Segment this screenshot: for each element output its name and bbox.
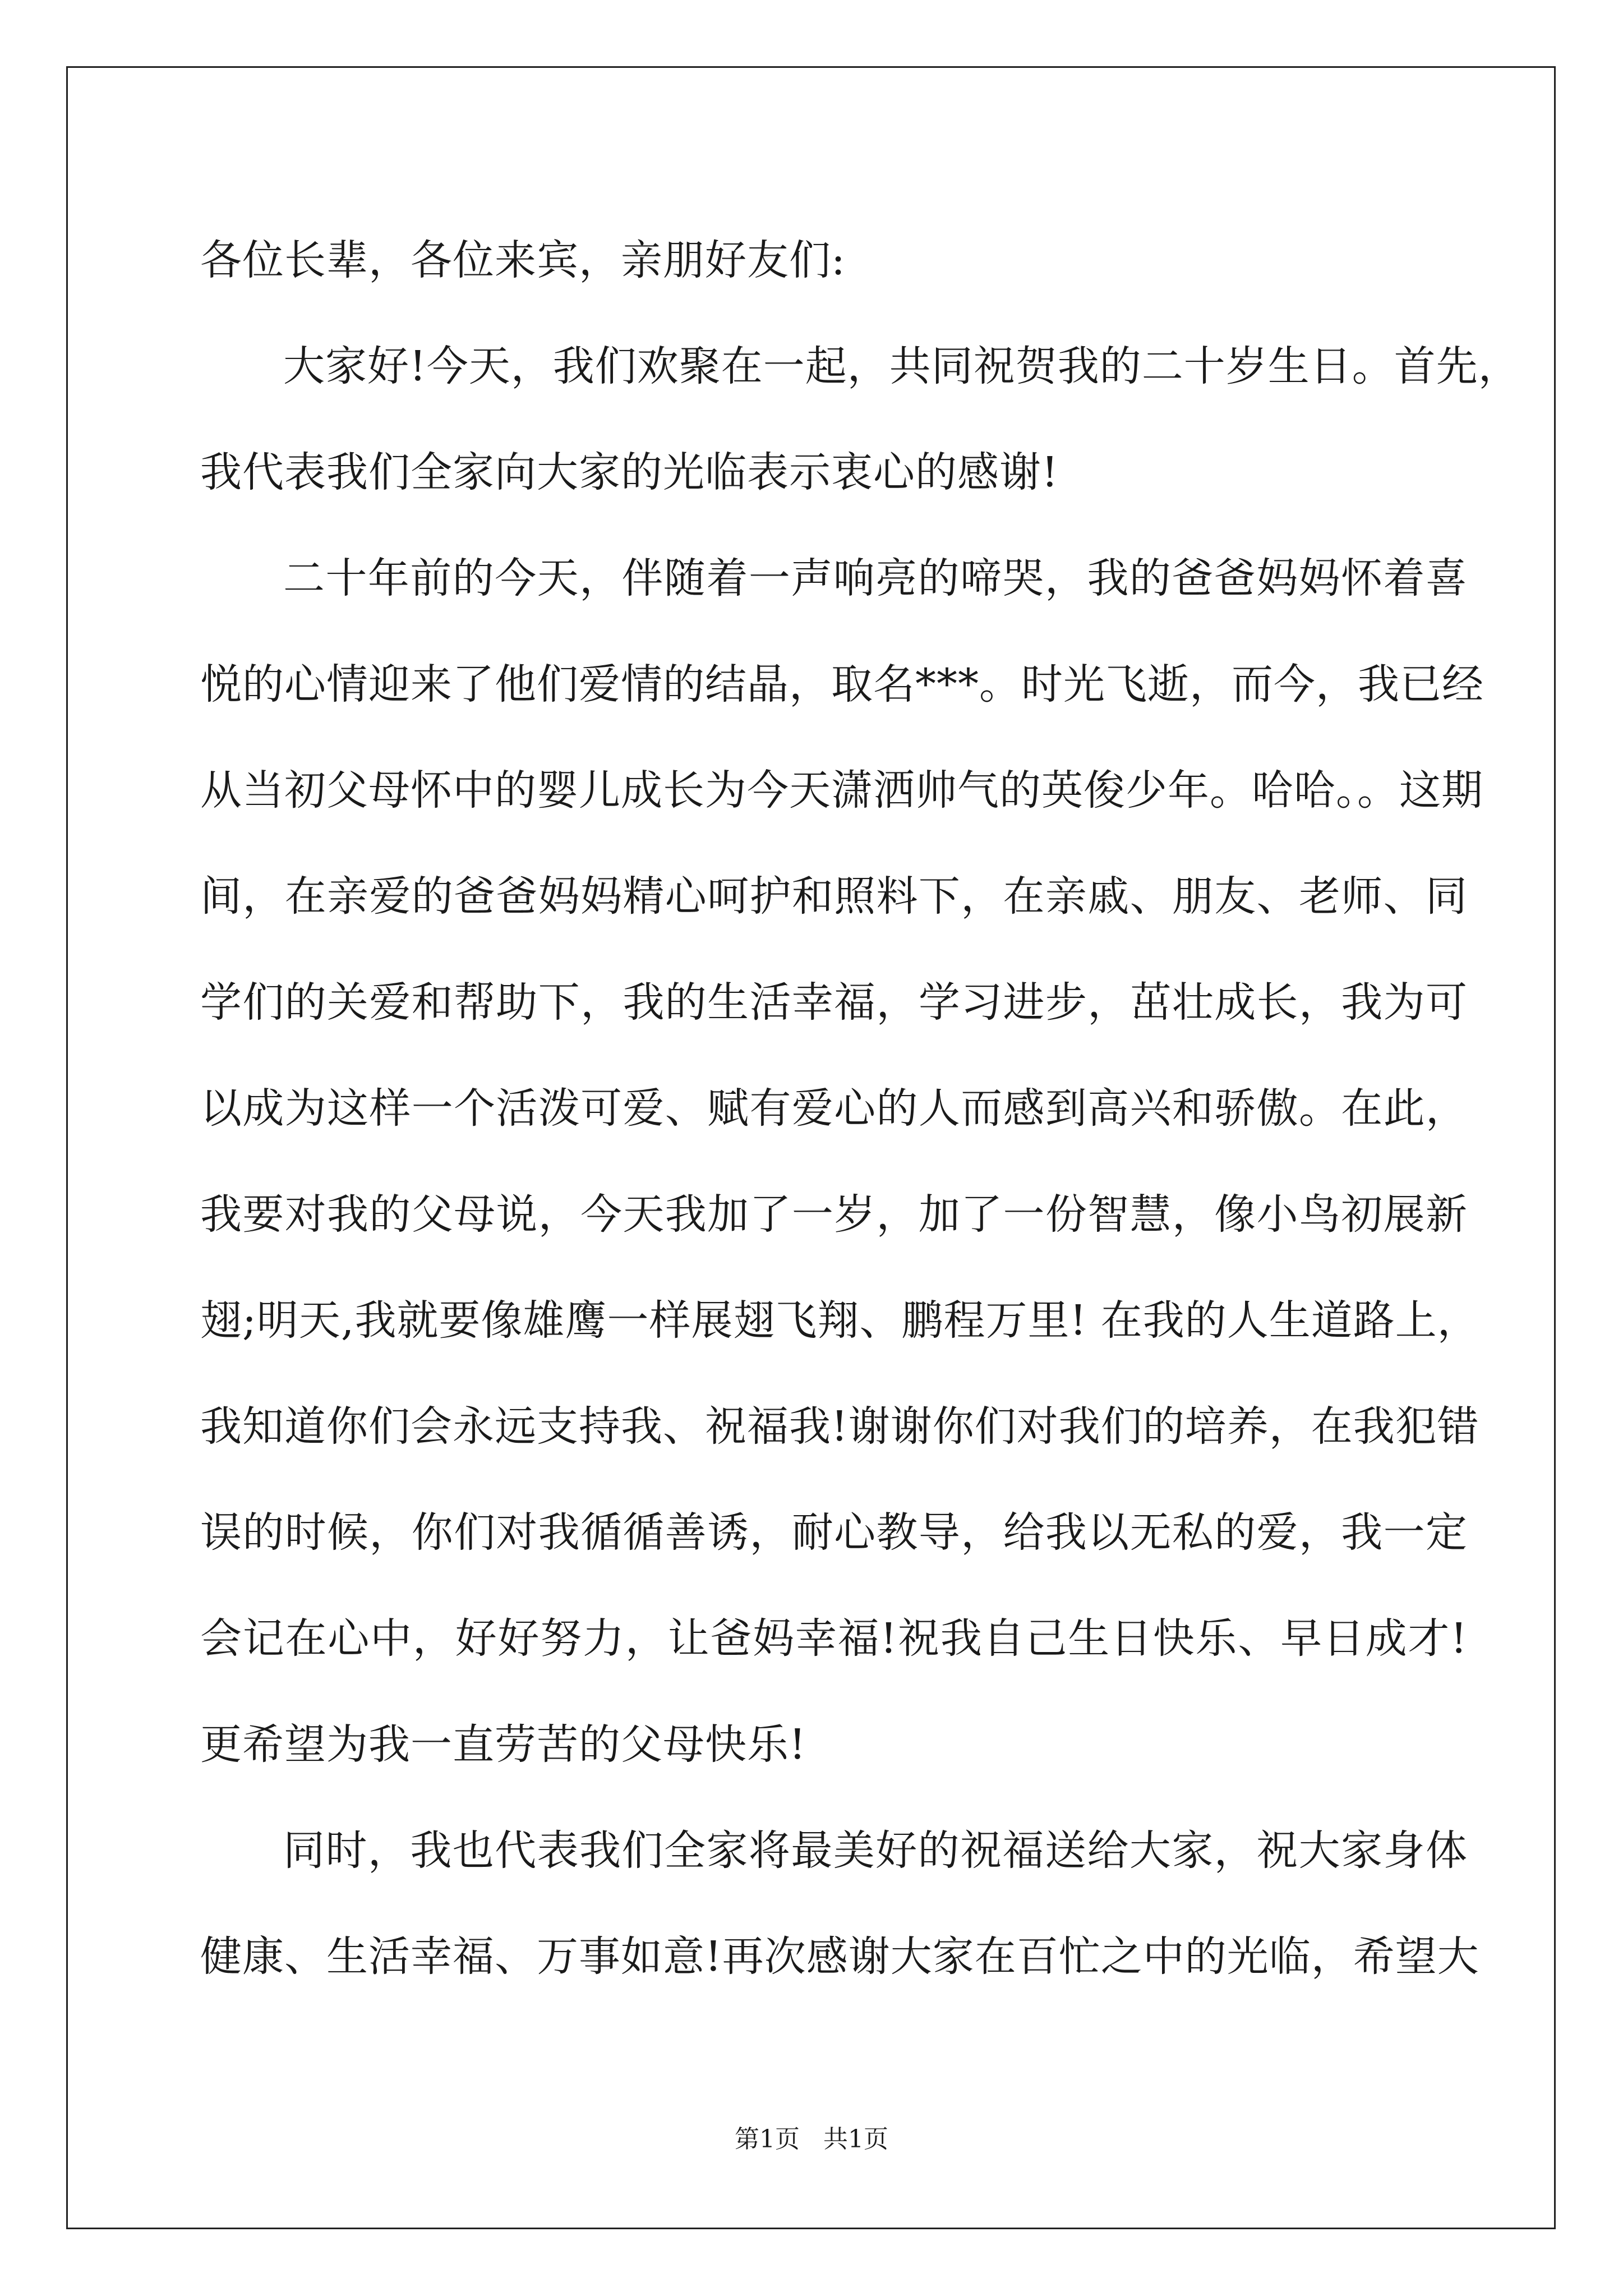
greeting-line: 各位长辈，各位来宾，亲朋好友们:	[200, 236, 846, 284]
paragraph-2-line-4: 间，在亲爱的爸爸妈妈精心呵护和照料下，在亲戚、朋友、老师、同	[200, 872, 1468, 921]
paragraph-2-line-10: 误的时候，你们对我循循善诱，耐心教导，给我以无私的爱，我一定	[200, 1508, 1468, 1557]
page-number-footer: 第1页 共1页	[735, 2125, 888, 2154]
paragraph-1-line-1: 大家好!今天，我们欢聚在一起，共同祝贺我的二十岁生日。首先，	[283, 342, 1520, 390]
paragraph-3-line-2: 健康、生活幸福、万事如意!再次感谢大家在百忙之中的光临，希望大	[200, 1932, 1479, 1981]
paragraph-2-line-1: 二十年前的今天，伴随着一声响亮的啼哭，我的爸爸妈妈怀着喜	[283, 554, 1468, 602]
paragraph-1-line-2: 我代表我们全家向大家的光临表示衷心的感谢!	[200, 448, 1059, 496]
paragraph-2-line-3: 从当初父母怀中的婴儿成长为今天潇洒帅气的英俊少年。哈哈。。这期	[200, 766, 1483, 815]
paragraph-3-line-1: 同时，我也代表我们全家将最美好的祝福送给大家，祝大家身体	[283, 1826, 1468, 1875]
paragraph-2-line-7: 我要对我的父母说，今天我加了一岁，加了一份智慧，像小鸟初展新	[200, 1190, 1468, 1239]
paragraph-2-line-8: 翅;明天,我就要像雄鹰一样展翅飞翔、鹏程万里! 在我的人生道路上，	[200, 1296, 1479, 1345]
paragraph-2-line-2: 悦的心情迎来了他们爱情的结晶，取名***。时光飞逝，而今，我已经	[200, 660, 1484, 708]
paragraph-2-line-11: 会记在心中，好好努力，让爸妈幸福!祝我自己生日快乐、早日成才!	[200, 1614, 1468, 1663]
paragraph-2-line-12: 更希望为我一直劳苦的父母快乐!	[200, 1720, 806, 1769]
paragraph-2-line-9: 我知道你们会永远支持我、祝福我!谢谢你们对我们的培养，在我犯错	[200, 1402, 1479, 1451]
paragraph-2-line-5: 学们的关爱和帮助下，我的生活幸福，学习进步，茁壮成长，我为可	[200, 978, 1468, 1027]
paragraph-2-line-6: 以成为这样一个活泼可爱、赋有爱心的人而感到高兴和骄傲。在此，	[200, 1084, 1468, 1133]
document-body	[200, 208, 1520, 2010]
